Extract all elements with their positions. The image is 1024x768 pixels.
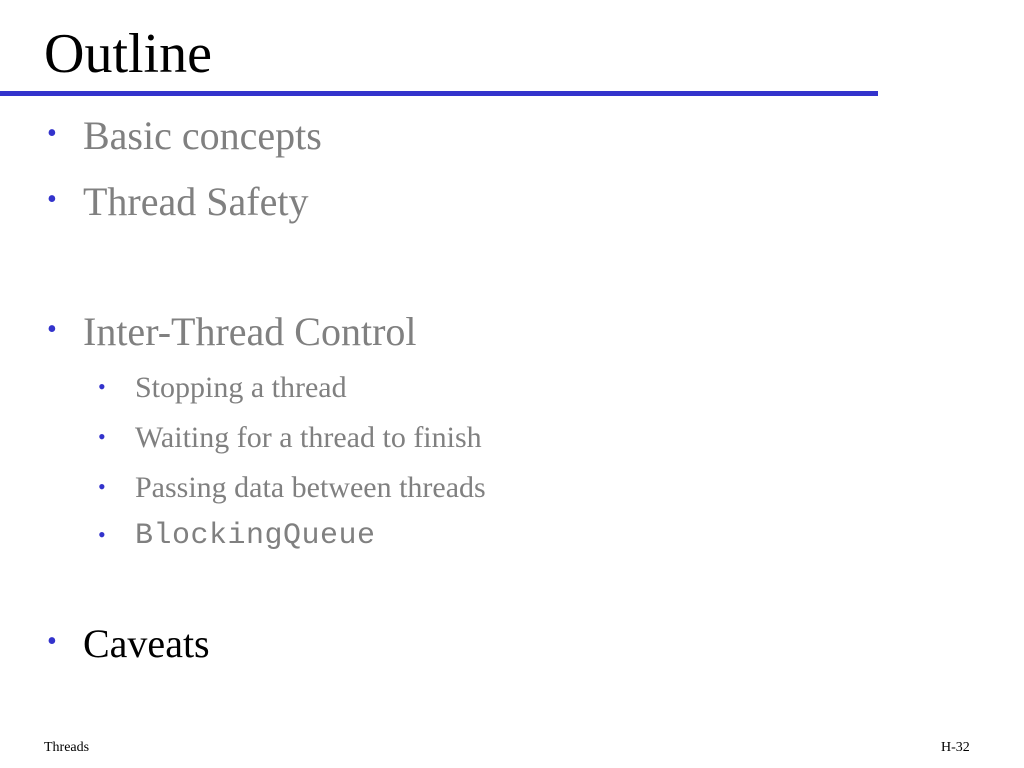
outline-item-label: Basic concepts	[83, 113, 322, 158]
bullet-icon: •	[47, 626, 57, 657]
outline-item-label: Inter-Thread Control	[83, 309, 417, 354]
bullet-icon: •	[98, 374, 106, 399]
bullet-icon: •	[47, 184, 57, 215]
bullet-icon: •	[47, 314, 57, 345]
bullet-icon: •	[98, 424, 106, 449]
outline-subitem-label: Waiting for a thread to finish	[135, 421, 482, 454]
title-underline	[0, 91, 878, 96]
slide-title: Outline	[44, 23, 212, 85]
outline-subitem-label: Passing data between threads	[135, 471, 486, 504]
outline-item-label: Thread Safety	[83, 179, 309, 224]
outline-item-label: Caveats	[83, 621, 210, 666]
bullet-icon: •	[98, 474, 106, 499]
outline-subitem-label: Stopping a thread	[135, 371, 347, 404]
outline-subitem-label: BlockingQueue	[135, 519, 376, 553]
page-number: H-32	[941, 740, 970, 755]
bullet-icon: •	[98, 522, 106, 547]
footer-title: Threads	[44, 740, 90, 755]
bullet-icon: •	[47, 118, 57, 149]
